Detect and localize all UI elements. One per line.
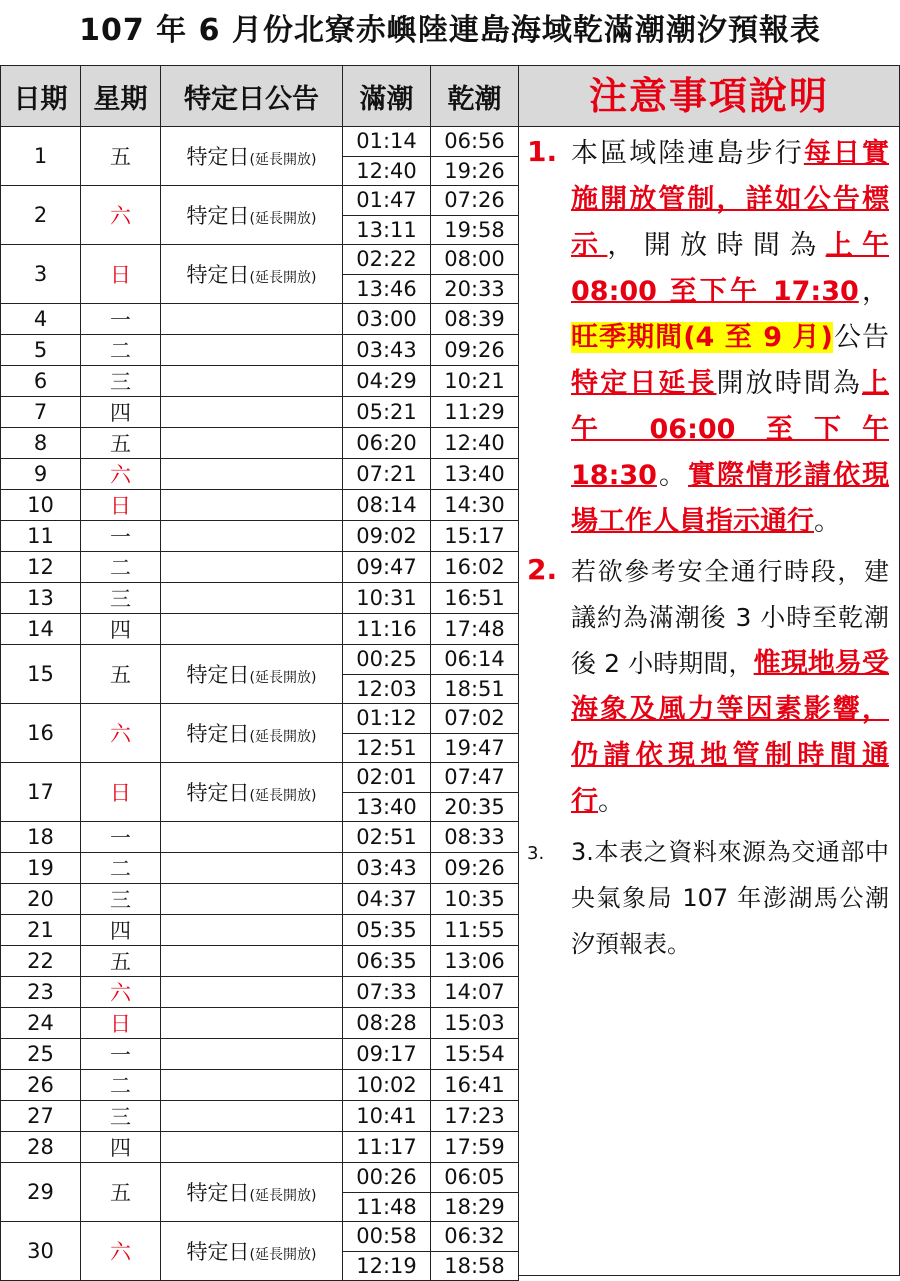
high-tide-cell: 11:17: [343, 1132, 431, 1163]
date-cell: 5: [1, 335, 81, 366]
date-cell: 13: [1, 583, 81, 614]
note-1-text-m: 。: [814, 506, 841, 537]
weekday-cell: 三: [81, 1101, 161, 1132]
date-cell: 10: [1, 490, 81, 521]
header-high-tide: 滿潮: [343, 66, 431, 127]
special-day-label: 特定日: [186, 145, 250, 169]
table-row: [1, 763, 519, 793]
table-row: [1, 822, 519, 853]
date-cell: 27: [1, 1101, 81, 1132]
table-row: [1, 521, 519, 552]
table-row: [1, 304, 519, 335]
low-tide-cell: 17:48: [431, 614, 519, 645]
extended-open-label: (延長開放): [249, 729, 317, 745]
date-cell: 1: [1, 127, 81, 186]
low-tide-cell: 17:23: [431, 1101, 519, 1132]
high-tide-cell: 01:14: [343, 127, 431, 157]
note-3: [519, 829, 899, 967]
high-tide-cell: 09:17: [343, 1039, 431, 1070]
low-tide-cell: 15:54: [431, 1039, 519, 1070]
high-tide-cell: 00:26: [343, 1163, 431, 1193]
table-row: [1, 1163, 519, 1193]
weekday-cell: 日: [81, 490, 161, 521]
note-1-open-hours: 上午 08:00 至下午 17:30: [571, 230, 889, 307]
date-cell: 19: [1, 853, 81, 884]
notice-cell: [161, 521, 343, 552]
extended-open-label: (延長開放): [249, 211, 317, 227]
note-1: [519, 131, 899, 545]
notice-cell: [161, 1070, 343, 1101]
notice-cell: [161, 583, 343, 614]
weekday-cell: 一: [81, 822, 161, 853]
notice-cell: [161, 397, 343, 428]
weekday-cell: 三: [81, 366, 161, 397]
low-tide-cell: 10:35: [431, 884, 519, 915]
note-1-body: [571, 131, 889, 545]
high-tide-cell: 11:48: [343, 1192, 431, 1222]
high-tide-cell: 02:22: [343, 245, 431, 275]
date-cell: 11: [1, 521, 81, 552]
extended-open-label: (延長開放): [249, 1247, 317, 1263]
date-cell: 7: [1, 397, 81, 428]
high-tide-cell: 05:21: [343, 397, 431, 428]
table-row: [1, 335, 519, 366]
weekday-cell: 三: [81, 583, 161, 614]
special-day-label: 特定日: [186, 722, 250, 746]
weekday-cell: 二: [81, 552, 161, 583]
weekday-cell: 六: [81, 977, 161, 1008]
notice-cell: [161, 335, 343, 366]
notice-cell: [161, 186, 343, 245]
date-cell: 8: [1, 428, 81, 459]
low-tide-cell: 06:32: [431, 1222, 519, 1252]
high-tide-cell: 03:00: [343, 304, 431, 335]
notice-cell: [161, 304, 343, 335]
low-tide-cell: 15:03: [431, 1008, 519, 1039]
table-row: [1, 186, 519, 216]
table-row: [1, 645, 519, 675]
notice-cell: [161, 1163, 343, 1222]
date-cell: 9: [1, 459, 81, 490]
notice-cell: [161, 763, 343, 822]
notice-cell: [161, 645, 343, 704]
table-row: [1, 397, 519, 428]
note-2-body: [571, 549, 889, 825]
note-1-text-g: 公告: [832, 322, 890, 353]
notice-cell: [161, 822, 343, 853]
low-tide-cell: 14:07: [431, 977, 519, 1008]
table-row: [1, 366, 519, 397]
notice-cell: [161, 127, 343, 186]
tide-table: [0, 65, 519, 1281]
high-tide-cell: 06:20: [343, 428, 431, 459]
low-tide-cell: 11:29: [431, 397, 519, 428]
note-2-text-c: 。: [598, 786, 625, 817]
high-tide-cell: 13:11: [343, 215, 431, 245]
weekday-cell: 四: [81, 614, 161, 645]
high-tide-cell: 01:12: [343, 704, 431, 734]
high-tide-cell: 09:47: [343, 552, 431, 583]
high-tide-cell: 10:31: [343, 583, 431, 614]
extended-open-label: (延長開放): [249, 1188, 317, 1204]
table-row: [1, 853, 519, 884]
high-tide-cell: 03:43: [343, 335, 431, 366]
note-1-text-i: 開放時間為: [716, 368, 862, 399]
special-day-label: 特定日: [186, 263, 250, 287]
high-tide-cell: 12:19: [343, 1251, 431, 1281]
high-tide-cell: 01:47: [343, 186, 431, 216]
page-title: 107 年 6 月份北寮赤嶼陸連島海域乾滿潮潮汐預報表: [79, 13, 821, 48]
date-cell: 26: [1, 1070, 81, 1101]
low-tide-cell: 20:35: [431, 792, 519, 822]
table-row: [1, 977, 519, 1008]
notice-cell: [161, 915, 343, 946]
table-row: [1, 614, 519, 645]
high-tide-cell: 08:14: [343, 490, 431, 521]
high-tide-cell: 09:02: [343, 521, 431, 552]
notes-panel: [518, 65, 900, 1276]
high-tide-cell: 07:21: [343, 459, 431, 490]
low-tide-cell: 09:26: [431, 335, 519, 366]
table-row: [1, 1008, 519, 1039]
special-day-label: 特定日: [186, 1240, 250, 1264]
date-cell: 17: [1, 763, 81, 822]
special-day-label: 特定日: [186, 781, 250, 805]
table-row: [1, 946, 519, 977]
weekday-cell: 日: [81, 763, 161, 822]
weekday-cell: 六: [81, 1222, 161, 1281]
low-tide-cell: 18:58: [431, 1251, 519, 1281]
table-row: [1, 704, 519, 734]
weekday-cell: 一: [81, 1039, 161, 1070]
low-tide-cell: 06:14: [431, 645, 519, 675]
notice-cell: [161, 1222, 343, 1281]
date-cell: 15: [1, 645, 81, 704]
table-row: [1, 583, 519, 614]
date-cell: 20: [1, 884, 81, 915]
low-tide-cell: 13:06: [431, 946, 519, 977]
low-tide-cell: 08:39: [431, 304, 519, 335]
weekday-cell: 六: [81, 704, 161, 763]
date-cell: 23: [1, 977, 81, 1008]
date-cell: 18: [1, 822, 81, 853]
notes-heading: 注意事項說明: [519, 66, 899, 127]
date-cell: 2: [1, 186, 81, 245]
table-row: [1, 127, 519, 157]
low-tide-cell: 16:51: [431, 583, 519, 614]
date-cell: 24: [1, 1008, 81, 1039]
low-tide-cell: 08:00: [431, 245, 519, 275]
special-day-label: 特定日: [186, 663, 250, 687]
weekday-cell: 六: [81, 459, 161, 490]
header-notice: 特定日公告: [161, 66, 343, 127]
note-1-number: 1.: [527, 135, 558, 168]
weekday-cell: 日: [81, 1008, 161, 1039]
extended-open-label: (延長開放): [249, 788, 317, 804]
table-row: [1, 915, 519, 946]
notice-cell: [161, 1132, 343, 1163]
notice-cell: [161, 245, 343, 304]
date-cell: 16: [1, 704, 81, 763]
note-1-text-c: ，開放時間為: [607, 230, 826, 261]
weekday-cell: 四: [81, 915, 161, 946]
header-date: 日期: [1, 66, 81, 127]
low-tide-cell: 20:33: [431, 274, 519, 304]
high-tide-cell: 04:37: [343, 884, 431, 915]
high-tide-cell: 12:51: [343, 733, 431, 763]
high-tide-cell: 10:02: [343, 1070, 431, 1101]
notice-cell: [161, 1039, 343, 1070]
note-1-text-a: 本區域陸連島步行: [571, 138, 804, 169]
weekday-cell: 五: [81, 127, 161, 186]
weekday-cell: 五: [81, 428, 161, 459]
notice-cell: [161, 1008, 343, 1039]
note-1-text-e: ，: [858, 276, 889, 307]
date-cell: 6: [1, 366, 81, 397]
table-row: [1, 1222, 519, 1252]
low-tide-cell: 10:21: [431, 366, 519, 397]
weekday-cell: 五: [81, 946, 161, 977]
table-row: [1, 459, 519, 490]
notice-cell: [161, 704, 343, 763]
special-day-label: 特定日: [186, 204, 250, 228]
table-header-row: [1, 66, 519, 127]
note-2-text-a: 若欲參考安全通行時段，建議約為滿潮後 3 小時至乾潮後 2 小時期間，: [571, 557, 889, 678]
high-tide-cell: 00:25: [343, 645, 431, 675]
table-row: [1, 245, 519, 275]
high-tide-cell: 13:40: [343, 792, 431, 822]
low-tide-cell: 13:40: [431, 459, 519, 490]
low-tide-cell: 15:17: [431, 521, 519, 552]
low-tide-cell: 12:40: [431, 428, 519, 459]
extended-open-label: (延長開放): [249, 670, 317, 686]
notice-cell: [161, 428, 343, 459]
low-tide-cell: 06:05: [431, 1163, 519, 1193]
weekday-cell: 二: [81, 335, 161, 366]
weekday-cell: 一: [81, 304, 161, 335]
date-cell: 12: [1, 552, 81, 583]
low-tide-cell: 16:02: [431, 552, 519, 583]
high-tide-cell: 10:41: [343, 1101, 431, 1132]
weekday-cell: 二: [81, 853, 161, 884]
table-row: [1, 1070, 519, 1101]
table-row: [1, 1039, 519, 1070]
low-tide-cell: 17:59: [431, 1132, 519, 1163]
high-tide-cell: 07:33: [343, 977, 431, 1008]
low-tide-cell: 07:26: [431, 186, 519, 216]
header-weekday: 星期: [81, 66, 161, 127]
high-tide-cell: 02:01: [343, 763, 431, 793]
note-2-number: 2.: [527, 553, 558, 586]
note-1-staff-instruction: 實際情形請依現場工作人員指示通行: [571, 460, 890, 537]
low-tide-cell: 14:30: [431, 490, 519, 521]
weekday-cell: 六: [81, 186, 161, 245]
date-cell: 22: [1, 946, 81, 977]
high-tide-cell: 02:51: [343, 822, 431, 853]
date-cell: 28: [1, 1132, 81, 1163]
high-tide-cell: 11:16: [343, 614, 431, 645]
notice-cell: [161, 946, 343, 977]
weekday-cell: 四: [81, 397, 161, 428]
date-cell: 21: [1, 915, 81, 946]
low-tide-cell: 18:51: [431, 674, 519, 704]
low-tide-cell: 07:02: [431, 704, 519, 734]
date-cell: 30: [1, 1222, 81, 1281]
date-cell: 4: [1, 304, 81, 335]
low-tide-cell: 07:47: [431, 763, 519, 793]
low-tide-cell: 19:26: [431, 156, 519, 186]
weekday-cell: 日: [81, 245, 161, 304]
tide-table-body: [1, 127, 519, 1281]
notice-cell: [161, 853, 343, 884]
notice-cell: [161, 552, 343, 583]
weekday-cell: 二: [81, 1070, 161, 1101]
low-tide-cell: 11:55: [431, 915, 519, 946]
high-tide-cell: 06:35: [343, 946, 431, 977]
low-tide-cell: 16:41: [431, 1070, 519, 1101]
table-row: [1, 428, 519, 459]
note-2: [519, 549, 899, 825]
notice-cell: [161, 490, 343, 521]
low-tide-cell: 06:56: [431, 127, 519, 157]
notice-cell: [161, 366, 343, 397]
low-tide-cell: 09:26: [431, 853, 519, 884]
note-1-extended-hours: 上午 06:00 至下午 18:30: [571, 368, 889, 491]
notice-cell: [161, 977, 343, 1008]
note-2-warning: 惟現地易受海象及風力等因素影響，仍請依現地管制時間通行: [571, 648, 889, 817]
note-3-body: 3.本表之資料來源為交通部中央氣象局 107 年澎湖馬公潮汐預報表。: [571, 838, 889, 958]
extended-open-label: (延長開放): [249, 152, 317, 168]
table-row: [1, 1132, 519, 1163]
date-cell: 29: [1, 1163, 81, 1222]
note-3-number: 3.: [527, 843, 545, 864]
date-cell: 3: [1, 245, 81, 304]
weekday-cell: 一: [81, 521, 161, 552]
table-row: [1, 490, 519, 521]
weekday-cell: 四: [81, 1132, 161, 1163]
high-tide-cell: 13:46: [343, 274, 431, 304]
note-1-daily-control: 每日實施開放管制，詳如公告標示: [571, 138, 890, 261]
header-low-tide: 乾潮: [431, 66, 519, 127]
low-tide-cell: 18:29: [431, 1192, 519, 1222]
date-cell: 25: [1, 1039, 81, 1070]
notice-cell: [161, 614, 343, 645]
weekday-cell: 三: [81, 884, 161, 915]
notice-cell: [161, 1101, 343, 1132]
note-1-special-day: 特定日延長: [571, 368, 717, 399]
high-tide-cell: 08:28: [343, 1008, 431, 1039]
date-cell: 14: [1, 614, 81, 645]
weekday-cell: 五: [81, 645, 161, 704]
high-tide-cell: 12:03: [343, 674, 431, 704]
extended-open-label: (延長開放): [249, 270, 317, 286]
table-row: [1, 552, 519, 583]
note-1-text-k: 。: [656, 460, 688, 491]
notice-cell: [161, 459, 343, 490]
low-tide-cell: 19:58: [431, 215, 519, 245]
special-day-label: 特定日: [186, 1181, 250, 1205]
weekday-cell: 五: [81, 1163, 161, 1222]
high-tide-cell: 00:58: [343, 1222, 431, 1252]
table-row: [1, 1101, 519, 1132]
high-tide-cell: 12:40: [343, 156, 431, 186]
low-tide-cell: 08:33: [431, 822, 519, 853]
low-tide-cell: 19:47: [431, 733, 519, 763]
table-row: [1, 884, 519, 915]
high-tide-cell: 03:43: [343, 853, 431, 884]
notice-cell: [161, 884, 343, 915]
high-tide-cell: 04:29: [343, 366, 431, 397]
note-1-peak-season: 旺季期間(4 至 9 月): [571, 322, 833, 353]
high-tide-cell: 05:35: [343, 915, 431, 946]
